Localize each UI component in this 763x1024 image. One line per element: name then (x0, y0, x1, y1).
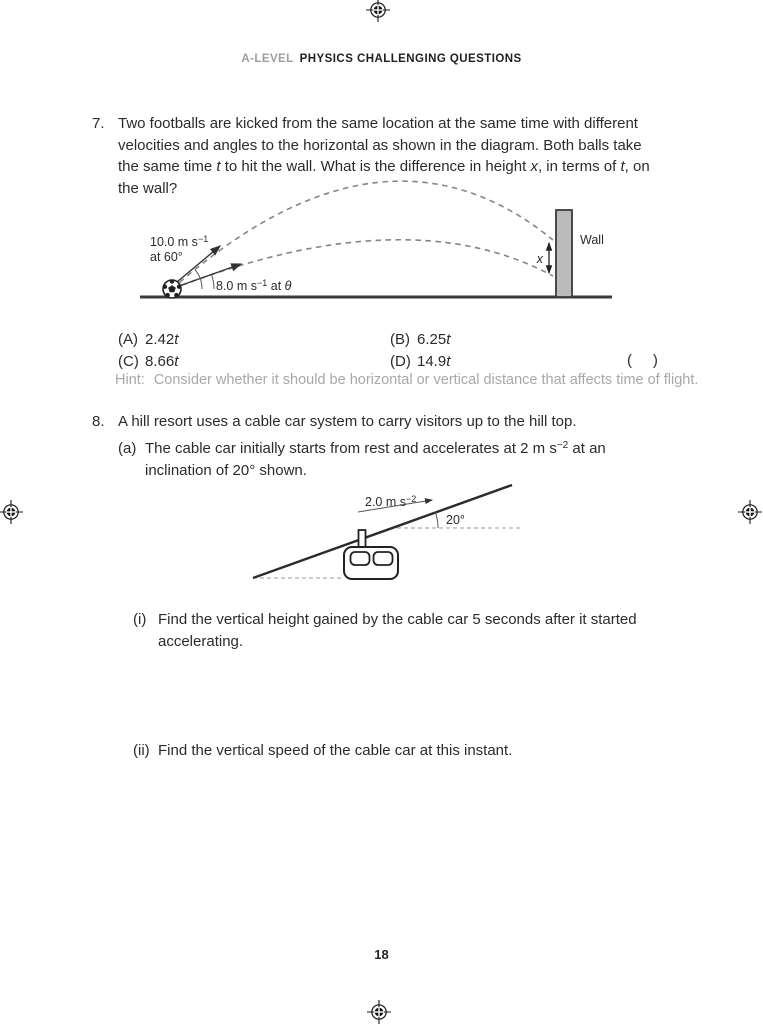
question-8a-i-text: Find the vertical height gained by the cable car 5 seconds after it started accelerating. (158, 611, 637, 650)
question-8a-ii-label: (ii) (133, 742, 150, 759)
registration-mark-top (365, 0, 391, 23)
q7-var-t: t (620, 158, 625, 175)
incline-angle-label: 20° (446, 513, 465, 527)
option-a (118, 331, 178, 348)
registration-mark-bottom (366, 999, 392, 1024)
registration-mark-right (737, 499, 763, 525)
football-icon (163, 279, 182, 298)
question-8a-ii-text: Find the vertical speed of the cable car at this instant. (158, 742, 513, 759)
q7-var-x: x (530, 158, 538, 175)
option-c (118, 353, 178, 370)
option-b (390, 331, 450, 348)
page-header (0, 53, 763, 65)
option-a-key: (A) (118, 331, 138, 348)
q7-text-part: , in terms of (537, 158, 621, 175)
option-d-key: (D) (390, 353, 411, 370)
option-b-value: 6.25 (417, 331, 447, 348)
projectile-diagram (130, 178, 630, 306)
question-8a-i (133, 609, 648, 652)
wall (556, 210, 572, 297)
angle-label-60deg: at 60° (150, 250, 183, 264)
hint-label: Hint: (115, 372, 145, 388)
hint-line (115, 372, 698, 388)
angle-arc-20deg (435, 512, 438, 528)
series-label: A-LEVEL (241, 53, 294, 65)
question-8a (118, 438, 666, 481)
trajectory-10ms (172, 181, 553, 289)
question-8a-ii (133, 740, 648, 762)
question-8-number: 8. (92, 413, 105, 430)
option-a-value: 2.42 (145, 331, 175, 348)
q7-var-t: t (216, 158, 221, 175)
q7-text-part: , on the wall? (118, 158, 650, 197)
option-d-var: t (446, 353, 451, 370)
x-label: x (536, 252, 543, 266)
option-c-var: t (174, 353, 179, 370)
q7-text-part: to hit the wall. What is the difference in height (220, 158, 531, 175)
velocity-arrow-60deg (177, 246, 220, 282)
q7-text-part: Two footballs are kicked from the same location at the same time with different velocities and angles to the horizontal as shown in the diagram. Both balls take the same time (118, 115, 642, 175)
question-8 (92, 411, 664, 433)
q8a-exponent: −2 (556, 440, 569, 451)
page-number: 18 (374, 947, 389, 962)
wall-label: Wall (580, 233, 604, 247)
q8a-text-part: The cable car initially starts from rest and accelerates at 2 m s (145, 440, 557, 457)
option-a-var: t (174, 331, 179, 348)
question-8-intro: A hill resort uses a cable car system to carry visitors up to the hill top. (118, 413, 577, 430)
cable-car-icon (344, 530, 398, 579)
acceleration-label: 2.0 m $s^{-2}$ (365, 494, 417, 509)
cable-car-diagram (240, 480, 540, 598)
registration-mark-left (0, 499, 24, 525)
book-title: PHYSICS CHALLENGING QUESTIONS (299, 53, 522, 65)
question-8a-text (145, 438, 666, 481)
q8a-text-part: at an inclination of 20° shown. (145, 440, 606, 479)
question-8a-label: (a) (118, 440, 137, 457)
velocity-label-10ms: 10.0 m $s^{-1}$ (150, 234, 209, 249)
question-7-number: 7. (92, 115, 105, 132)
answer-blank: ( ) (627, 352, 658, 369)
option-d (390, 353, 450, 370)
angle-arc-theta (212, 275, 215, 289)
option-b-key: (B) (390, 331, 410, 348)
velocity-label-8ms: 8.0 m $s^{-1}$ at θ (216, 278, 292, 293)
option-b-var: t (446, 331, 451, 348)
question-8a-i-label: (i) (133, 611, 147, 628)
option-d-value: 14.9 (417, 353, 447, 370)
hint-text: Consider whether it should be horizontal or vertical distance that affects time of flight. (153, 372, 699, 388)
option-c-value: 8.66 (145, 353, 175, 370)
option-c-key: (C) (118, 353, 139, 370)
